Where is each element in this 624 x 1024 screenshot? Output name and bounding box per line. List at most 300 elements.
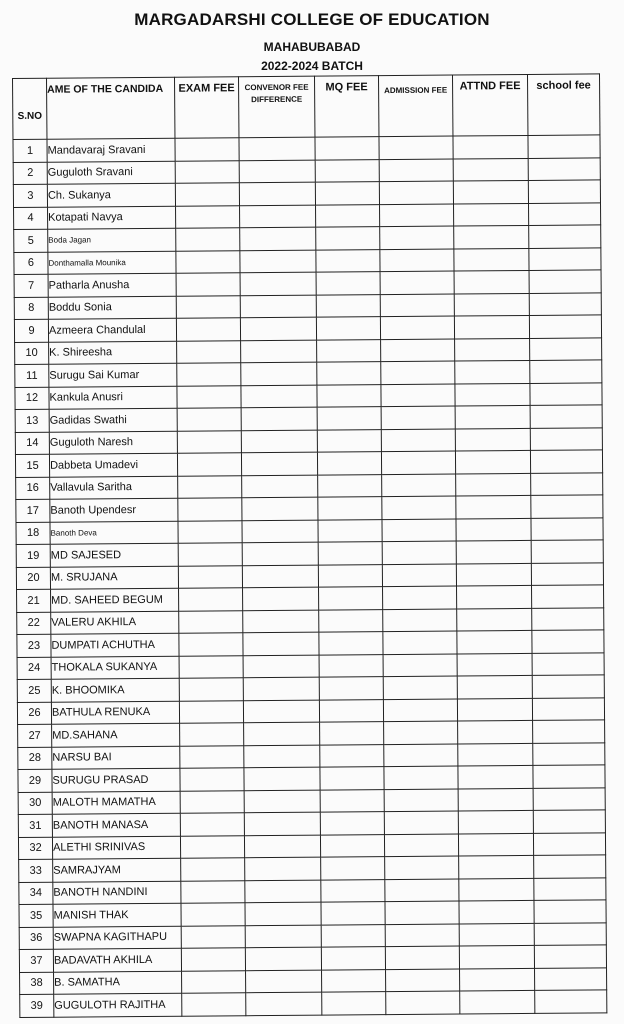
row-convenor-fee-cell: [242, 497, 318, 520]
row-convenor-fee-cell: [243, 587, 319, 610]
row-candidate-name: M. SRUJANA: [50, 566, 178, 590]
row-candidate-name: Kankula Anusri: [49, 386, 177, 410]
row-school-fee-cell: [532, 607, 604, 630]
row-sno: 10: [15, 342, 49, 365]
row-admission-fee-cell: [380, 294, 454, 317]
row-school-fee-cell: [533, 765, 605, 788]
row-school-fee-cell: [533, 832, 605, 855]
row-exam-fee-cell: [182, 970, 246, 993]
row-attnd-fee-cell: [457, 608, 532, 631]
col-header-name: AME OF THE CANDIDA: [47, 77, 175, 139]
row-attnd-fee-cell: [456, 473, 531, 496]
row-school-fee-cell: [533, 742, 605, 765]
row-convenor-fee-cell: [239, 137, 315, 160]
row-school-fee-cell: [529, 247, 601, 270]
row-convenor-fee-cell: [245, 925, 321, 948]
row-attnd-fee-cell: [455, 360, 530, 383]
row-admission-fee-cell: [383, 676, 457, 699]
row-school-fee-cell: [531, 562, 603, 585]
row-admission-fee-cell: [384, 766, 458, 789]
row-mq-fee-cell: [316, 294, 380, 317]
college-title: MARGADARSHI COLLEGE OF EDUCATION: [134, 10, 490, 29]
row-attnd-fee-cell: [458, 833, 533, 856]
row-attnd-fee-cell: [454, 270, 529, 293]
row-sno: 2: [13, 162, 47, 185]
row-attnd-fee-cell: [457, 653, 532, 676]
row-attnd-fee-cell: [455, 428, 530, 451]
row-attnd-fee-cell: [456, 518, 531, 541]
row-sno: 7: [14, 274, 48, 297]
row-candidate-name: DUMPATI ACHUTHA: [51, 633, 179, 657]
row-convenor-fee-cell: [241, 452, 317, 475]
row-convenor-fee-cell: [244, 767, 320, 790]
row-sno: 32: [18, 837, 52, 860]
row-admission-fee-cell: [383, 699, 457, 722]
row-candidate-name: SAMRAJYAM: [53, 858, 181, 882]
row-mq-fee-cell: [321, 879, 385, 902]
row-exam-fee-cell: [179, 588, 243, 611]
row-sno: 37: [19, 949, 53, 972]
col-header-convenor-fee: [238, 76, 314, 138]
row-mq-fee-cell: [320, 744, 384, 767]
row-candidate-name: Dabbeta Umadevi: [49, 453, 177, 477]
row-exam-fee-cell: [176, 273, 240, 296]
row-mq-fee-cell: [321, 947, 385, 970]
row-attnd-fee-cell: [458, 810, 533, 833]
row-exam-fee-cell: [176, 205, 240, 228]
row-sno: 8: [14, 297, 48, 320]
row-school-fee-cell: [533, 720, 605, 743]
row-admission-fee-cell: [382, 564, 456, 587]
row-exam-fee-cell: [177, 385, 241, 408]
row-exam-fee-cell: [181, 903, 245, 926]
row-sno: 5: [14, 229, 48, 252]
row-exam-fee-cell: [180, 768, 244, 791]
row-convenor-fee-cell: [241, 407, 317, 430]
row-attnd-fee-cell: [453, 158, 528, 181]
row-exam-fee-cell: [176, 318, 240, 341]
row-sno: 26: [17, 702, 51, 725]
row-candidate-name: SWAPNA KAGITHAPU: [53, 926, 181, 950]
row-school-fee-cell: [534, 900, 606, 923]
row-admission-fee-cell: [379, 136, 453, 159]
row-exam-fee-cell: [177, 430, 241, 453]
row-convenor-fee-cell: [240, 295, 316, 318]
row-convenor-fee-cell: [239, 160, 315, 183]
col-header-exam-fee: EXAM FEE: [174, 77, 238, 139]
row-candidate-name: Patharla Anusha: [48, 273, 176, 297]
row-candidate-name: Banoth Upendesr: [50, 498, 178, 522]
row-sno: 18: [16, 522, 50, 545]
row-mq-fee-cell: [318, 474, 382, 497]
row-school-fee-cell: [529, 270, 601, 293]
row-candidate-name: MANISH THAK: [53, 903, 181, 927]
row-school-fee-cell: [528, 135, 600, 158]
row-mq-fee-cell: [319, 632, 383, 655]
row-exam-fee-cell: [177, 363, 241, 386]
row-attnd-fee-cell: [459, 923, 534, 946]
row-mq-fee-cell: [321, 902, 385, 925]
row-school-fee-cell: [532, 585, 604, 608]
row-admission-fee-cell: [385, 856, 459, 879]
row-exam-fee-cell: [182, 993, 246, 1016]
row-school-fee-cell: [534, 945, 606, 968]
row-exam-fee-cell: [175, 183, 239, 206]
row-sno: 23: [17, 634, 51, 657]
row-sno: 11: [15, 364, 49, 387]
row-candidate-name: THOKALA SUKANYA: [51, 656, 179, 680]
row-school-fee-cell: [528, 202, 600, 225]
row-admission-fee-cell: [380, 204, 454, 227]
row-convenor-fee-cell: [244, 790, 320, 813]
row-admission-fee-cell: [381, 339, 455, 362]
row-candidate-name: ALETHI SRINIVAS: [52, 836, 180, 860]
row-exam-fee-cell: [180, 745, 244, 768]
row-convenor-fee-cell: [246, 992, 322, 1015]
row-admission-fee-cell: [383, 609, 457, 632]
row-convenor-fee-cell: [243, 700, 319, 723]
row-attnd-fee-cell: [456, 495, 531, 518]
row-sno: 36: [19, 927, 53, 950]
row-school-fee-cell: [528, 180, 600, 203]
row-attnd-fee-cell: [459, 878, 534, 901]
row-attnd-fee-cell: [453, 180, 528, 203]
row-school-fee-cell: [530, 382, 602, 405]
row-convenor-fee-cell: [243, 677, 319, 700]
row-attnd-fee-cell: [458, 720, 533, 743]
row-mq-fee-cell: [318, 564, 382, 587]
row-candidate-name: Banoth Deva: [50, 521, 178, 545]
row-school-fee-cell: [529, 315, 601, 338]
row-admission-fee-cell: [379, 181, 453, 204]
row-admission-fee-cell: [382, 541, 456, 564]
row-admission-fee-cell: [381, 361, 455, 384]
row-candidate-name: MALOTH MAMATHA: [52, 791, 180, 815]
row-convenor-fee-cell: [244, 835, 320, 858]
row-attnd-fee-cell: [460, 990, 535, 1013]
row-mq-fee-cell: [316, 204, 380, 227]
row-attnd-fee-cell: [453, 135, 528, 158]
row-admission-fee-cell: [380, 271, 454, 294]
row-attnd-fee-cell: [455, 405, 530, 428]
row-sno: 25: [17, 679, 51, 702]
row-sno: 22: [17, 612, 51, 635]
row-admission-fee-cell: [384, 834, 458, 857]
row-sno: 38: [20, 972, 54, 995]
row-school-fee-cell: [528, 157, 600, 180]
row-exam-fee-cell: [179, 700, 243, 723]
row-school-fee-cell: [534, 877, 606, 900]
row-sno: 12: [15, 387, 49, 410]
row-exam-fee-cell: [178, 543, 242, 566]
row-sno: 13: [15, 409, 49, 432]
row-exam-fee-cell: [176, 250, 240, 273]
row-candidate-name: B. SAMATHA: [54, 971, 182, 995]
row-school-fee-cell: [534, 855, 606, 878]
row-sno: 6: [14, 252, 48, 275]
row-exam-fee-cell: [178, 498, 242, 521]
batch-label: 2022-2024 BATCH: [261, 59, 363, 73]
row-attnd-fee-cell: [456, 563, 531, 586]
row-attnd-fee-cell: [456, 540, 531, 563]
row-exam-fee-cell: [175, 138, 239, 161]
row-attnd-fee-cell: [458, 743, 533, 766]
row-admission-fee-cell: [384, 811, 458, 834]
row-attnd-fee-cell: [457, 675, 532, 698]
row-exam-fee-cell: [179, 610, 243, 633]
row-convenor-fee-cell: [243, 655, 319, 678]
row-mq-fee-cell: [321, 924, 385, 947]
college-location: MAHABUBABAD: [263, 40, 361, 54]
row-mq-fee-cell: [320, 834, 384, 857]
row-candidate-name: K. Shireesha: [49, 341, 177, 365]
row-attnd-fee-cell: [457, 585, 532, 608]
row-admission-fee-cell: [386, 969, 460, 992]
row-exam-fee-cell: [180, 813, 244, 836]
row-exam-fee-cell: [180, 835, 244, 858]
row-admission-fee-cell: [385, 879, 459, 902]
row-candidate-name: MD SAJESED: [50, 543, 178, 567]
row-attnd-fee-cell: [454, 315, 529, 338]
row-mq-fee-cell: [317, 429, 381, 452]
row-sno: 4: [14, 207, 48, 230]
row-attnd-fee-cell: [455, 383, 530, 406]
row-admission-fee-cell: [386, 991, 460, 1014]
row-exam-fee-cell: [177, 453, 241, 476]
row-admission-fee-cell: [381, 384, 455, 407]
row-exam-fee-cell: [179, 633, 243, 656]
row-sno: 3: [13, 184, 47, 207]
row-attnd-fee-cell: [460, 968, 535, 991]
row-exam-fee-cell: [181, 948, 245, 971]
row-exam-fee-cell: [181, 880, 245, 903]
row-admission-fee-cell: [380, 249, 454, 272]
row-convenor-fee-cell: [245, 880, 321, 903]
row-sno: 29: [18, 769, 52, 792]
row-candidate-name: Vallavula Saritha: [50, 476, 178, 500]
row-school-fee-cell: [532, 630, 604, 653]
row-convenor-fee-cell: [243, 610, 319, 633]
row-exam-fee-cell: [176, 228, 240, 251]
row-school-fee-cell: [531, 472, 603, 495]
row-mq-fee-cell: [319, 677, 383, 700]
row-candidate-name: MD.SAHANA: [52, 723, 180, 747]
row-mq-fee-cell: [319, 587, 383, 610]
row-candidate-name: SURUGU PRASAD: [52, 768, 180, 792]
row-admission-fee-cell: [385, 924, 459, 947]
row-admission-fee-cell: [380, 226, 454, 249]
table-body: [13, 135, 607, 1017]
row-mq-fee-cell: [317, 407, 381, 430]
row-convenor-fee-cell: [240, 250, 316, 273]
row-exam-fee-cell: [181, 858, 245, 881]
row-mq-fee-cell: [316, 317, 380, 340]
row-candidate-name: K. BHOOMIKA: [51, 678, 179, 702]
row-sno: 39: [20, 994, 54, 1017]
row-sno: 24: [17, 657, 51, 680]
row-school-fee-cell: [533, 787, 605, 810]
row-sno: 14: [15, 432, 49, 455]
row-exam-fee-cell: [179, 655, 243, 678]
row-admission-fee-cell: [379, 159, 453, 182]
row-mq-fee-cell: [315, 159, 379, 182]
row-attnd-fee-cell: [455, 450, 530, 473]
row-admission-fee-cell: [385, 946, 459, 969]
row-candidate-name: Kotapati Navya: [48, 206, 176, 230]
row-mq-fee-cell: [315, 137, 379, 160]
row-mq-fee-cell: [317, 384, 381, 407]
row-mq-fee-cell: [321, 857, 385, 880]
row-sno: 31: [18, 814, 52, 837]
row-mq-fee-cell: [317, 339, 381, 362]
row-school-fee-cell: [532, 652, 604, 675]
row-convenor-fee-cell: [240, 272, 316, 295]
row-sno: 19: [16, 544, 50, 567]
row-convenor-fee-cell: [244, 722, 320, 745]
row-convenor-fee-cell: [242, 475, 318, 498]
row-sno: 17: [16, 499, 50, 522]
row-sno: 1: [13, 139, 47, 162]
row-candidate-name: Guguloth Sravani: [47, 161, 175, 185]
row-mq-fee-cell: [316, 272, 380, 295]
table-row: [20, 990, 607, 1017]
row-sno: 16: [16, 477, 50, 500]
row-attnd-fee-cell: [457, 630, 532, 653]
row-sno: 9: [14, 319, 48, 342]
row-school-fee-cell: [530, 337, 602, 360]
row-sno: 20: [16, 567, 50, 590]
row-convenor-fee-cell: [240, 205, 316, 228]
row-exam-fee-cell: [181, 925, 245, 948]
col-header-school-fee: school fee: [527, 74, 599, 136]
row-mq-fee-cell: [322, 969, 386, 992]
row-exam-fee-cell: [180, 723, 244, 746]
row-mq-fee-cell: [320, 767, 384, 790]
row-school-fee-cell: [532, 697, 604, 720]
row-convenor-fee-cell: [241, 430, 317, 453]
row-school-fee-cell: [531, 517, 603, 540]
row-sno: 33: [19, 859, 53, 882]
row-mq-fee-cell: [319, 609, 383, 632]
col-header-mq-fee: MQ FEE: [314, 76, 378, 138]
row-exam-fee-cell: [178, 565, 242, 588]
row-admission-fee-cell: [384, 789, 458, 812]
row-convenor-fee-cell: [246, 970, 322, 993]
row-candidate-name: BANOTH MANASA: [52, 813, 180, 837]
row-convenor-fee-cell: [242, 542, 318, 565]
row-convenor-fee-cell: [240, 317, 316, 340]
row-convenor-fee-cell: [241, 362, 317, 385]
row-candidate-name: NARSU BAI: [52, 746, 180, 770]
row-mq-fee-cell: [319, 654, 383, 677]
row-sno: 27: [18, 724, 52, 747]
row-candidate-name: Boda Jagan: [48, 228, 176, 252]
row-school-fee-cell: [535, 990, 607, 1013]
row-attnd-fee-cell: [453, 203, 528, 226]
row-exam-fee-cell: [179, 678, 243, 701]
row-mq-fee-cell: [318, 519, 382, 542]
row-convenor-fee-cell: [245, 857, 321, 880]
row-admission-fee-cell: [382, 474, 456, 497]
row-school-fee-cell: [531, 540, 603, 563]
row-convenor-fee-cell: [242, 565, 318, 588]
row-convenor-fee-cell: [244, 812, 320, 835]
row-convenor-fee-cell: [242, 520, 318, 543]
row-convenor-fee-cell: [239, 182, 315, 205]
row-convenor-fee-cell: [241, 340, 317, 363]
row-convenor-fee-cell: [243, 632, 319, 655]
table-header-row: [13, 74, 600, 140]
row-school-fee-cell: [532, 675, 604, 698]
row-convenor-fee-cell: [245, 947, 321, 970]
row-admission-fee-cell: [381, 451, 455, 474]
row-mq-fee-cell: [316, 227, 380, 250]
row-exam-fee-cell: [180, 790, 244, 813]
row-school-fee-cell: [529, 225, 601, 248]
row-sno: 35: [19, 904, 53, 927]
convenor-fee-line1: CONVENOR FEE: [244, 82, 309, 93]
row-convenor-fee-cell: [244, 745, 320, 768]
row-school-fee-cell: [529, 292, 601, 315]
row-mq-fee-cell: [320, 812, 384, 835]
col-header-attnd-fee: ATTND FEE: [452, 74, 527, 136]
row-attnd-fee-cell: [457, 698, 532, 721]
row-attnd-fee-cell: [459, 900, 534, 923]
row-candidate-name: Gadidas Swathi: [49, 408, 177, 432]
row-school-fee-cell: [533, 810, 605, 833]
row-admission-fee-cell: [382, 496, 456, 519]
row-attnd-fee-cell: [458, 788, 533, 811]
row-mq-fee-cell: [318, 497, 382, 520]
row-school-fee-cell: [530, 360, 602, 383]
row-sno: 15: [15, 454, 49, 477]
row-candidate-name: BADAVATH AKHILA: [53, 948, 181, 972]
row-exam-fee-cell: [177, 408, 241, 431]
row-attnd-fee-cell: [458, 765, 533, 788]
row-school-fee-cell: [534, 922, 606, 945]
row-attnd-fee-cell: [454, 248, 529, 271]
row-mq-fee-cell: [316, 249, 380, 272]
row-admission-fee-cell: [384, 721, 458, 744]
row-candidate-name: Mandavaraj Sravani: [47, 138, 175, 162]
row-attnd-fee-cell: [459, 855, 534, 878]
row-attnd-fee-cell: [459, 945, 534, 968]
row-sno: 30: [18, 792, 52, 815]
row-school-fee-cell: [535, 967, 607, 990]
row-mq-fee-cell: [317, 362, 381, 385]
row-attnd-fee-cell: [455, 338, 530, 361]
row-exam-fee-cell: [175, 160, 239, 183]
convenor-fee-line2: DIFFERENCE: [251, 94, 303, 105]
row-candidate-name: Donthamalla Mounika: [48, 251, 176, 275]
row-exam-fee-cell: [178, 475, 242, 498]
row-mq-fee-cell: [317, 452, 381, 475]
row-mq-fee-cell: [315, 182, 379, 205]
row-mq-fee-cell: [319, 699, 383, 722]
col-header-admission-fee: ADMISSION FEE: [378, 75, 452, 137]
row-mq-fee-cell: [320, 789, 384, 812]
row-convenor-fee-cell: [241, 385, 317, 408]
row-school-fee-cell: [530, 450, 602, 473]
row-admission-fee-cell: [384, 744, 458, 767]
row-candidate-name: Boddu Sonia: [48, 296, 176, 320]
row-attnd-fee-cell: [454, 225, 529, 248]
col-header-sno: S.NO: [13, 78, 47, 139]
row-sno: 34: [19, 882, 53, 905]
row-mq-fee-cell: [318, 542, 382, 565]
row-school-fee-cell: [530, 405, 602, 428]
row-sno: 21: [17, 589, 51, 612]
